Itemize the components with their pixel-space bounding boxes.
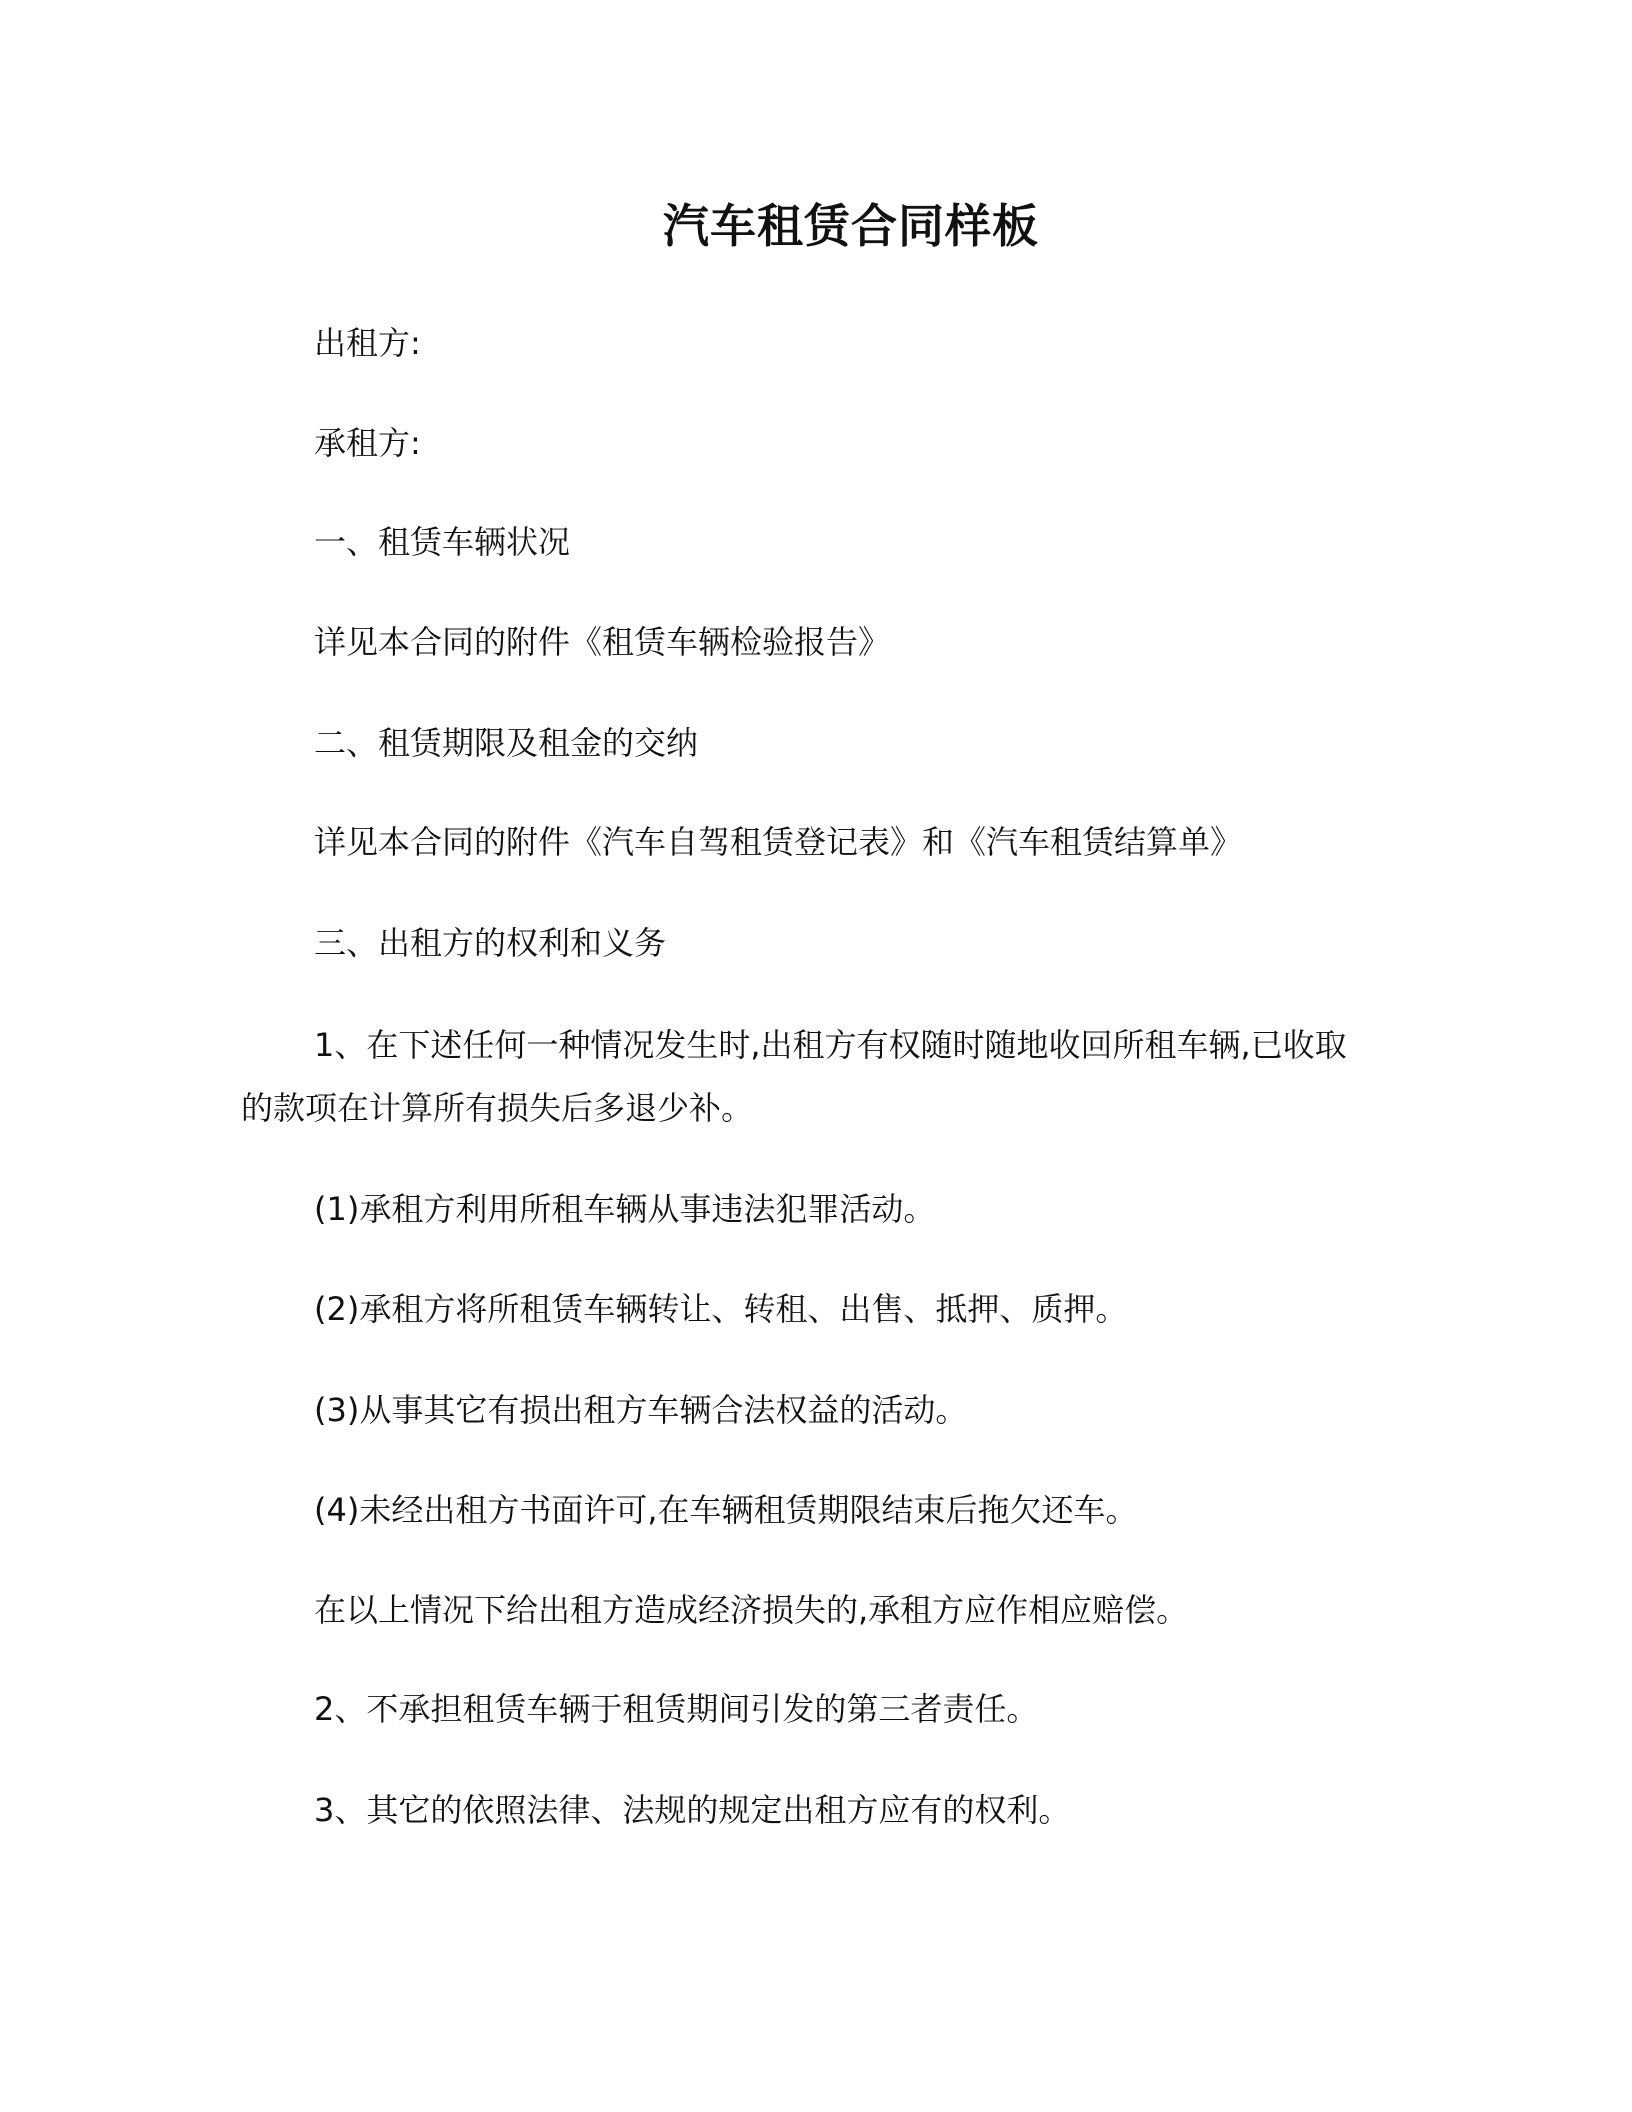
clause-3: 3、其它的依照法律、法规的规定出租方应有的权利。 xyxy=(314,1791,1071,1829)
document-title: 汽车租赁合同样板 xyxy=(663,199,1039,253)
item-2: (2)承租方将所租赁车辆转让、转租、出售、抵押、质押。 xyxy=(314,1290,1128,1328)
section2-text: 详见本合同的附件《汽车自驾租赁登记表》和《汽车租赁结算单》 xyxy=(314,823,1243,861)
item-4: (4)未经出租方书面许可,在车辆租赁期限结束后拖欠还车。 xyxy=(314,1491,1138,1529)
lessor-label: 出租方: xyxy=(314,324,421,362)
section1-heading: 一、租赁车辆状况 xyxy=(314,523,571,561)
clause-2: 2、不承担租赁车辆于租赁期间引发的第三者责任。 xyxy=(314,1690,1039,1728)
item-1: (1)承租方利用所租车辆从事违法犯罪活动。 xyxy=(314,1190,936,1228)
section2-heading: 二、租赁期限及租金的交纳 xyxy=(314,724,699,762)
lessee-label: 承租方: xyxy=(314,424,421,462)
item-3: (3)从事其它有损出租方车辆合法权益的活动。 xyxy=(314,1391,968,1429)
clause-1: 1、在下述任何一种情况发生时,出租方有权随时随地收回所租车辆,已收取的款项在计算所有损失后多退少补。 xyxy=(241,1026,1347,1127)
section1-text: 详见本合同的附件《租赁车辆检验报告》 xyxy=(314,623,891,661)
compensation-text: 在以上情况下给出租方造成经济损失的,承租方应作相应赔偿。 xyxy=(314,1591,1189,1629)
section3-heading: 三、出租方的权利和义务 xyxy=(314,924,667,962)
